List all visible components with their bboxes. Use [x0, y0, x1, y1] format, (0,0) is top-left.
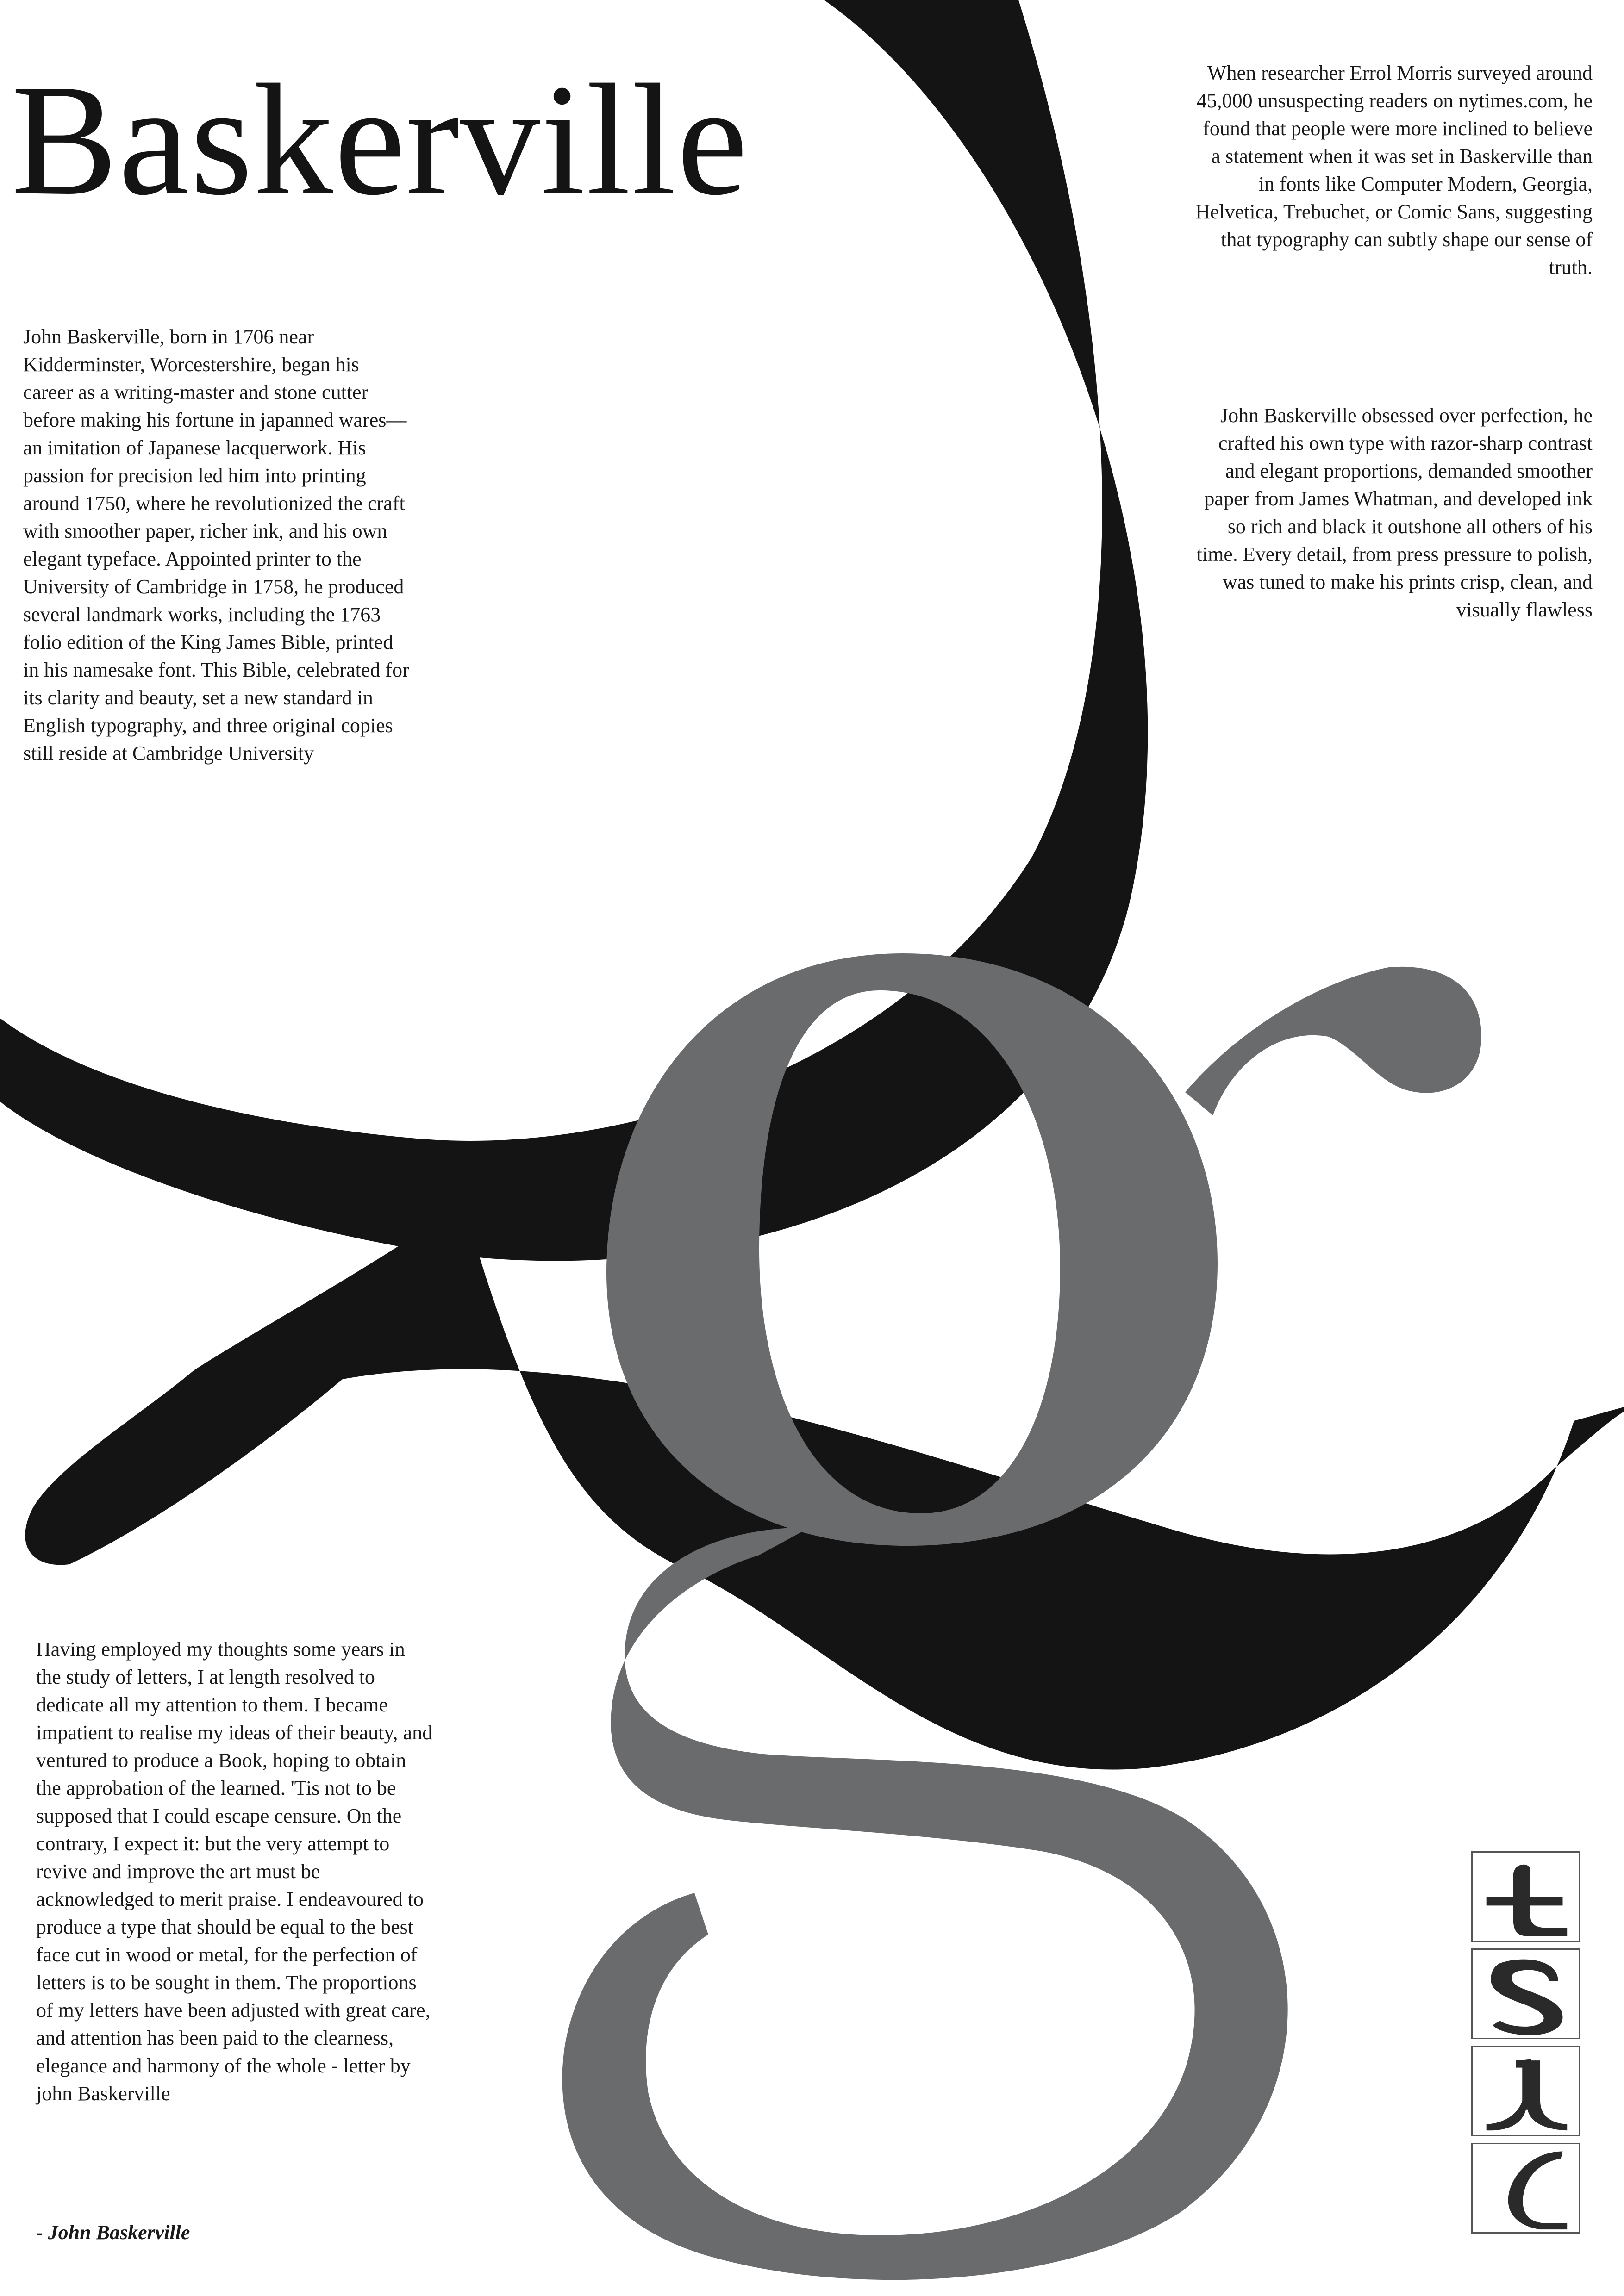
errol-morris-paragraph: When researcher Errol Morris surveyed around 45,000 unsuspecting readers on nytimes.com, he found that people were more inclined to believe a statement when it was set in Baskerville than in fonts like Computer Modern, Georgia, Helvetica, Trebuchet, or Comic Sans, suggesting that typography can subtly shape our sense of truth.: [1195, 62, 1593, 279]
perfection-paragraph: John Baskerville obsessed over perfection, he crafted his own type with razor-sharp contrast and elegant proportions, demanded smoother paper from James Whatman, and developed ink so rich and black it outshone all others of his time. Every detail, from press pressure to polish, was tuned to make his prints crisp, clean, and visually flawless: [1196, 404, 1593, 621]
attribution-name: John Baskerville: [48, 2221, 190, 2244]
poster-title: Baskerville: [11, 51, 749, 228]
r-fragment-icon: [1473, 2047, 1579, 2135]
specimen-tile-t: [1471, 1851, 1580, 1942]
quote-attribution: [36, 2219, 190, 2246]
biography-paragraph: John Baskerville, born in 1706 near Kidderminster, Worcestershire, began his career as a writing-master and stone cutter before making his fortune in japanned wares—an imitation of Japanese lacquerwork. His passion for precision led him into printing around 1750, where he revolutionized the craft with smoother paper, richer ink, and his own elegant typeface. Appointed printer to the University of Cambridge in 1758, he produced several landmark works, including the 1763 folio edition of the King James Bible, printed in his namesake font. This Bible, celebrated for its clarity and beauty, set a new standard in English typography, and three original copies still reside at Cambridge University: [23, 325, 409, 765]
grey-g-ear: [1185, 967, 1481, 1115]
specimen-tile-s: [1471, 1948, 1580, 2039]
attribution-prefix: -: [36, 2221, 48, 2244]
specimen-tile-r: [1471, 2046, 1580, 2136]
specimen-tiles: [1471, 1851, 1582, 2240]
t-fragment-icon: [1473, 1853, 1579, 1941]
specimen-tile-c: [1471, 2143, 1580, 2234]
baskerville-quote: Having employed my thoughts some years in the study of letters, I at length resolved to dedicate all my attention to them. I became impatient to realise my ideas of their beauty, and ventured to produce a Book, hoping to obtain the approbation of the learned. 'Tis not to be supposed that I could escape censure. On the contrary, I expect it: but the very attempt to revive and improve the art must be acknowledged to merit praise. I endeavoured to produce a type that should be equal to the best face cut in wood or metal, for the perfection of letters is to be sought in them. The proportions of my letters have been adjusted with great care, and attention has been paid to the clearness, elegance and harmony of the whole - letter by john Baskerville: [36, 1638, 433, 2105]
c-fragment-icon: [1473, 2144, 1579, 2232]
s-fragment-icon: [1473, 1950, 1579, 2038]
